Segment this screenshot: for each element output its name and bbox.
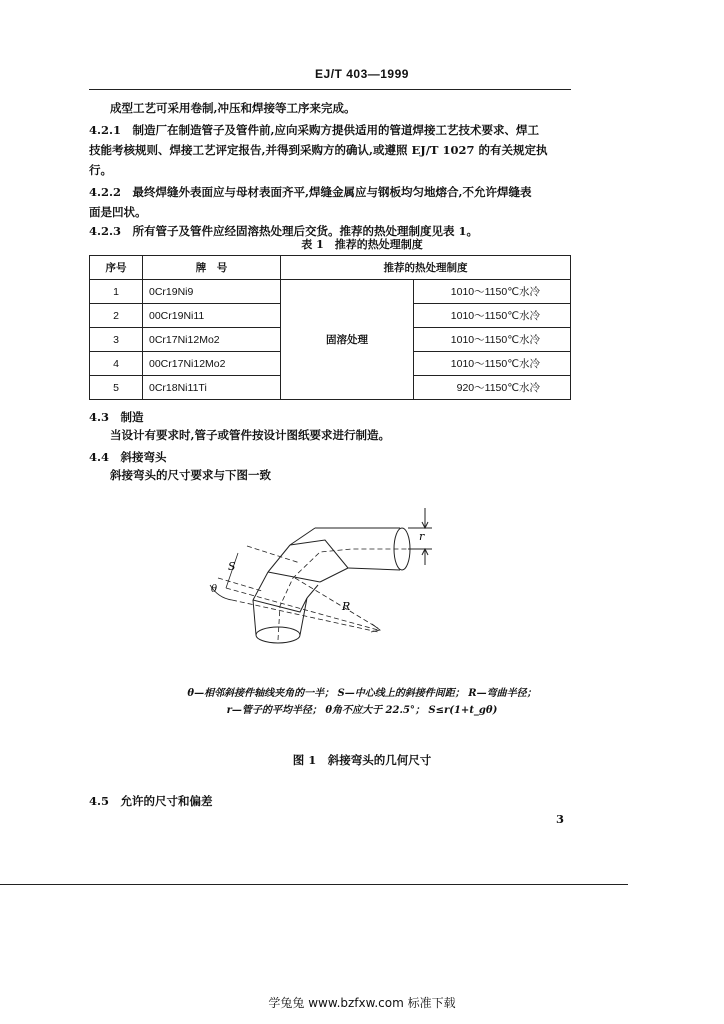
section-text: 制造厂在制造管子及管件前,应向采购方提供适用的管道焊接工艺技术要求、焊工 xyxy=(132,123,540,137)
label-s: S xyxy=(228,560,236,573)
section-4-3-text: 当设计有要求时,管子或管件按设计图纸要求进行制造。 xyxy=(110,428,391,442)
section-4-2-1-line2: 技能考核规则、焊接工艺评定报告,并得到采购方的确认,或遵照 EJ/T 1027 的有关规定执 xyxy=(89,143,548,157)
section-text: 所有管子及管件应经固溶热处理后交货。推荐的热处理制度见表 1。 xyxy=(132,224,479,238)
standard-header: EJ/T 403—1999 xyxy=(315,67,409,81)
section-number: 4.3 xyxy=(89,410,110,424)
section-number: 4.2.3 xyxy=(89,224,122,238)
cell-no: 3 xyxy=(90,328,143,352)
cell-grade: 0Cr19Ni9 xyxy=(143,280,281,304)
cell-temp: 1010～1150℃水冷 xyxy=(414,328,571,352)
section-text: 最终焊缝外表面应与母材表面齐平,焊缝金属应与钢板均匀地熔合,不允许焊缝表 xyxy=(132,185,532,199)
cell-no: 4 xyxy=(90,352,143,376)
col-grade: 牌 号 xyxy=(143,256,281,280)
miter-joint-3 xyxy=(290,540,348,568)
section-title: 斜接弯头 xyxy=(120,450,167,464)
section-title: 允许的尺寸和偏差 xyxy=(120,794,213,808)
centerline xyxy=(278,549,418,640)
figure-legend-line2: r—管子的平均半径； θ角不应大于 22.5°； S≤r(1+t_gθ) xyxy=(226,705,498,716)
section-4-2-1-line3: 行。 xyxy=(89,163,112,177)
label-theta: θ xyxy=(211,584,218,595)
cell-temp: 920～1150℃水冷 xyxy=(414,376,571,400)
miter-joint-1 xyxy=(253,598,307,612)
cell-temp: 1010～1150℃水冷 xyxy=(414,304,571,328)
footer-watermark: 学兔兔 www.bzfxw.com 标准下载 xyxy=(268,996,456,1010)
figure-caption: 图 1 斜接弯头的几何尺寸 xyxy=(292,753,432,767)
cell-grade: 0Cr18Ni11Ti xyxy=(143,376,281,400)
cell-grade: 00Cr17Ni12Mo2 xyxy=(143,352,281,376)
cell-grade: 0Cr17Ni12Mo2 xyxy=(143,328,281,352)
section-title: 制造 xyxy=(120,410,144,424)
cell-grade: 00Cr19Ni11 xyxy=(143,304,281,328)
section-4-2-2-line2: 面是凹状。 xyxy=(89,205,147,219)
col-no: 序号 xyxy=(90,256,143,280)
page-number: 3 xyxy=(556,812,565,826)
cell-no: 5 xyxy=(90,376,143,400)
section-4-5-heading xyxy=(89,793,213,809)
col-treatment: 推荐的热处理制度 xyxy=(281,256,571,280)
radius-line xyxy=(295,578,378,628)
section-number: 4.2.2 xyxy=(89,185,122,199)
figure-legend-line1: θ—相邻斜接件轴线夹角的一半； S—中心线上的斜接件间距； R—弯曲半径； xyxy=(187,688,537,699)
cell-temp: 1010～1150℃水冷 xyxy=(414,280,571,304)
section-number: 4.5 xyxy=(89,794,110,808)
cell-temp: 1010～1150℃水冷 xyxy=(414,352,571,376)
table-caption: 表 1 推荐的热处理制度 xyxy=(301,238,423,251)
cell-process: 固溶处理 xyxy=(281,280,414,400)
label-r-small: r xyxy=(419,530,425,543)
section-number: 4.4 xyxy=(89,450,110,464)
cell-no: 1 xyxy=(90,280,143,304)
section-number: 4.2.1 xyxy=(89,123,122,137)
section-4-4-text: 斜接弯头的尺寸要求与下图一致 xyxy=(110,468,271,482)
label-r-big: R xyxy=(342,600,351,613)
cell-no: 2 xyxy=(90,304,143,328)
intro-line: 成型工艺可采用卷制,冲压和焊接等工序来完成。 xyxy=(110,101,356,115)
page-bottom-rule xyxy=(0,884,628,885)
